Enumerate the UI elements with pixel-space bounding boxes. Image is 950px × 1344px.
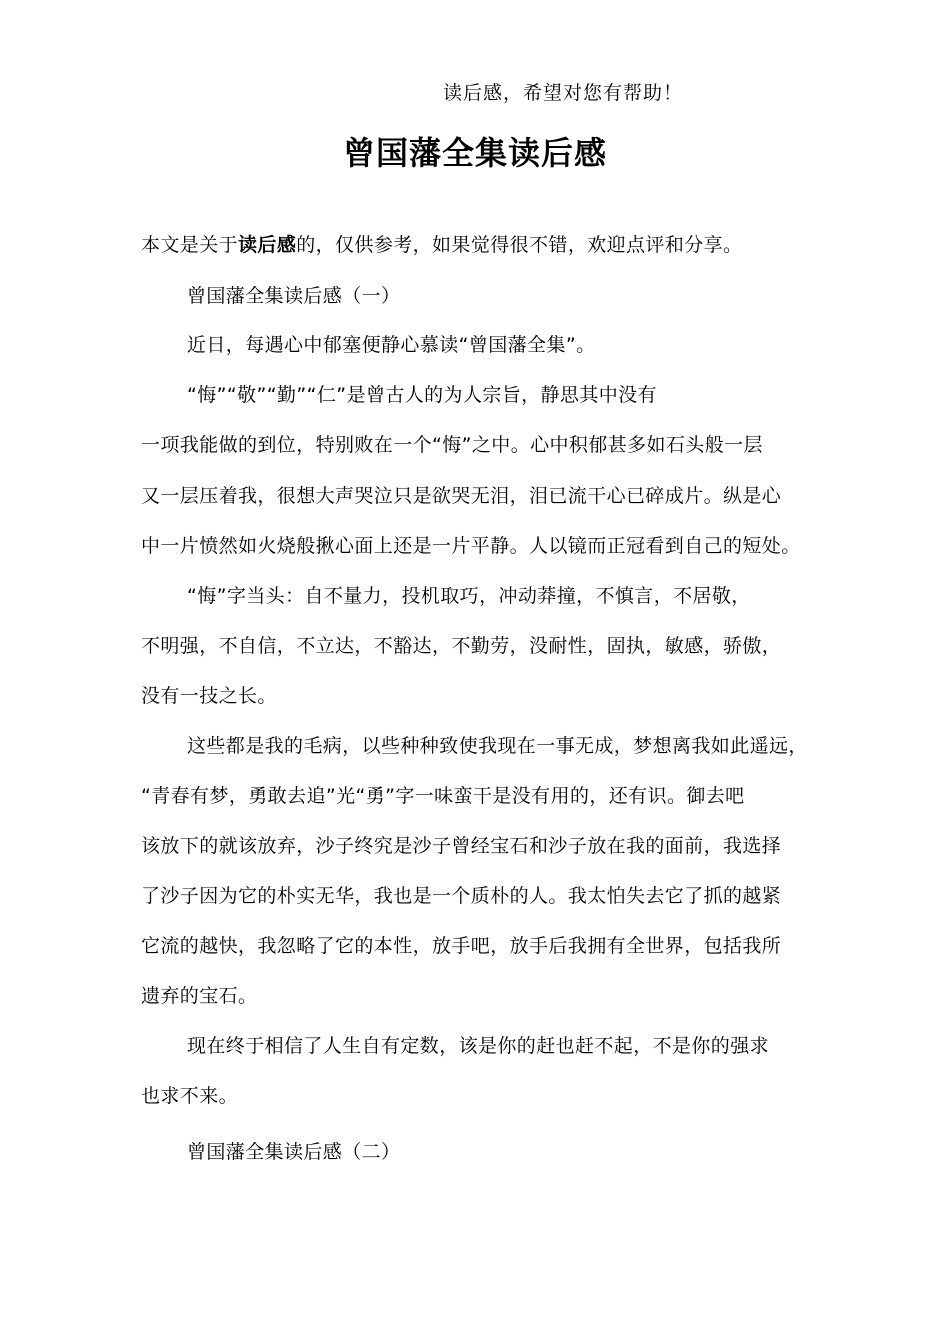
paragraph-line: 它流的越快，我忽略了它的本性，放手吧，放手后我拥有全世界，包括我所 [141,935,782,957]
paragraph-line: 遗弃的宝石。 [141,985,258,1007]
paragraph-line: 一项我能做的到位，特别败在一个“悔”之中。心中积郁甚多如石头般一层 [141,434,763,456]
paragraph-line: “悔”字当头：自不量力，投机取巧，冲动莽撞，不慎言，不居敬， [187,585,751,607]
paragraph-line: “悔”“敬”“勤”“仁”是曾古人的为人宗旨，静思其中没有 [187,384,657,406]
paragraph-line: 也求不来。 [141,1085,239,1107]
paragraph-line: 又一层压着我，很想大声哭泣只是欲哭无泪，泪已流干心已碎成片。纵是心 [141,485,782,507]
document-title: 曾国藩全集读后感 [342,134,607,172]
paragraph-line: 了沙子因为它的朴实无华，我也是一个质朴的人。我太怕失去它了抓的越紧 [141,885,782,907]
intro-line [141,232,742,258]
header-note: 读后感，希望对您有帮助！ [443,82,684,104]
intro-keyword: 读后感 [238,234,297,256]
paragraph-line: 没有一技之长。 [141,685,277,707]
paragraph-line: 不明强，不自信，不立达，不豁达，不勤劳，没耐性，固执，敏感，骄傲， [141,635,782,657]
paragraph-line: “青春有梦，勇敢去追”光“勇”字一味蛮干是没有用的，还有识。御去吧 [141,785,745,807]
paragraph-line: 该放下的就该放弃，沙子终究是沙子曾经宝石和沙子放在我的面前，我选择 [141,835,782,857]
section-heading-2: 曾国藩全集读后感（二） [187,1141,401,1163]
paragraph-line: 近日，每遇心中郁塞便静心慕读“曾国藩全集”。 [187,334,596,356]
paragraph-line: 现在终于相信了人生自有定数，该是你的赶也赶不起，不是你的强求 [187,1035,770,1057]
paragraph-line: 这些都是我的毛病，以些种种致使我现在一事无成，梦想离我如此遥远， [187,735,808,757]
paragraph-line: 中一片愤然如火烧般揪心面上还是一片平静。人以镜而正冠看到自己的短处。 [141,535,801,557]
intro-suffix: 的，仅供参考，如果觉得很不错，欢迎点评和分享。 [296,234,743,256]
section-heading-1: 曾国藩全集读后感（一） [187,285,401,307]
intro-prefix: 本文是关于 [141,234,239,256]
